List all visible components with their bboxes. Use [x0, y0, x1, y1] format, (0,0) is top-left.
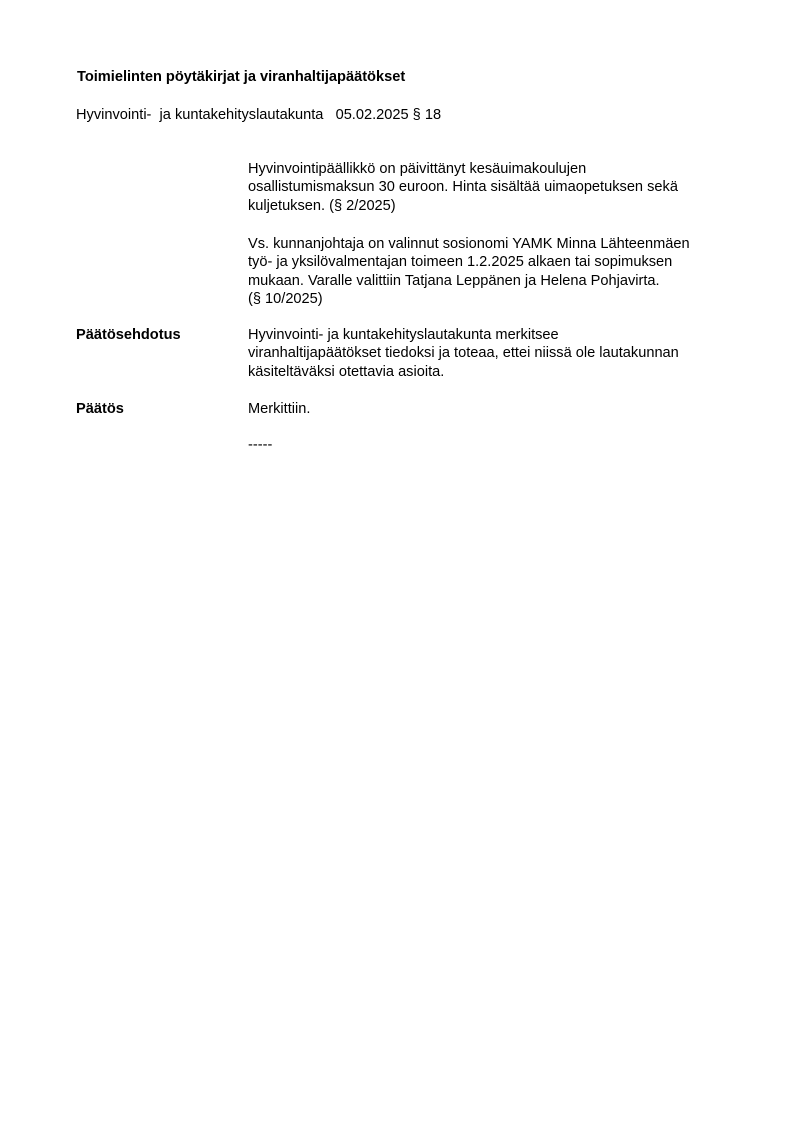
- document-title: Toimielinten pöytäkirjat ja viranhaltijapäätökset: [77, 69, 406, 85]
- background-paragraph-1: Hyvinvointipäällikkö on päivittänyt kesäuimakoulujen osallistumismaksun 30 euroon. Hinta sisältää uimaopetuksen sekä kuljetuksen. (§ 2/2025): [248, 161, 678, 214]
- background-paragraph-2: Vs. kunnanjohtaja on valinnut sosionomi YAMK Minna Lähteenmäen työ- ja yksilövalmentajan toimeen 1.2.2025 alkaen tai sopimuksen mukaan. Varalle valittiin Tatjana Leppänen ja Helena Pohjavirta. (§ 10/2025): [248, 236, 690, 307]
- decision-label: Päätös: [76, 401, 124, 417]
- proposal-text: Hyvinvointi- ja kuntakehityslautakunta merkitsee viranhaltijapäätökset tiedoksi ja toteaa, ettei niissä ole lautakunnan käsiteltäväksi otettavia asioita.: [248, 327, 679, 380]
- end-marker: -----: [248, 437, 273, 453]
- proposal-label: Päätösehdotus: [76, 327, 181, 343]
- decision-text: Merkittiin.: [248, 401, 311, 417]
- meeting-reference: Hyvinvointi- ja kuntakehityslautakunta 05.02.2025 § 18: [76, 107, 442, 123]
